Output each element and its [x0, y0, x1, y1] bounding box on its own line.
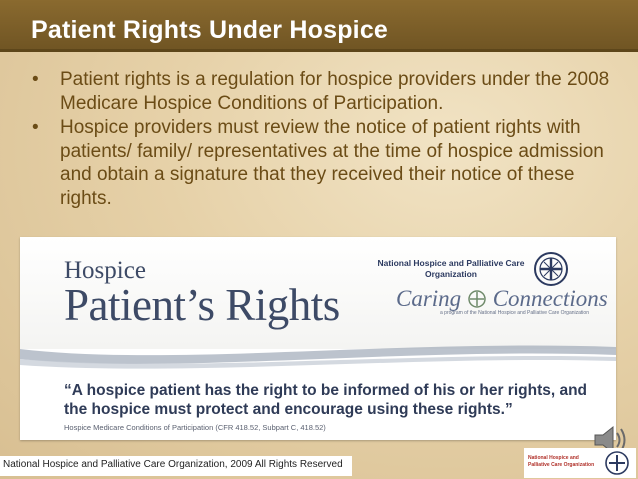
bullet-text: Patient rights is a regulation for hospice providers under the 2008 Medicare Hospice Conditions of Participation. — [60, 69, 610, 114]
nhpco-footer-logo — [524, 448, 636, 478]
bullet-item — [30, 116, 610, 210]
cc-subtitle: a program of the National Hospice and Palliative Care Organization — [440, 310, 589, 316]
bullet-dot: • — [32, 117, 39, 138]
rights-quote: “A hospice patient has the right to be informed of his or her rights, and the hospice must protect and encourage using these rights.” — [64, 382, 588, 418]
bullet-text: Hospice providers must review the notice of patient rights with patients/ family/ representatives at the time of hospice admission and obtain a signature that they received their notice of these rights. — [60, 117, 604, 209]
swoosh-graphic — [20, 337, 616, 377]
slide-title: Patient Rights Under Hospice — [31, 16, 389, 44]
patient-rights-image — [20, 237, 616, 440]
caring-connections-logo — [396, 286, 608, 312]
bullet-list — [30, 68, 610, 211]
nhpco-name: National Hospice and Palliative Care Organization — [377, 258, 525, 279]
title-bar — [0, 0, 638, 52]
footer-logo-text: National Hospice and Palliative Care Organization — [528, 455, 595, 468]
cc-right: Connections — [492, 286, 608, 311]
cc-emblem-icon — [467, 289, 487, 309]
footer-box — [0, 456, 352, 476]
bullet-item — [30, 68, 610, 115]
cc-left: Caring — [396, 286, 462, 311]
nhpco-footer-emblem-icon — [604, 450, 630, 476]
footer-copyright: National Hospice and Palliative Care Organization, 2009 All Rights Reserved — [3, 459, 343, 470]
bullet-dot: • — [32, 69, 39, 90]
heading-patients-rights: Patient’s Rights — [64, 280, 340, 330]
nhpco-emblem-icon — [533, 251, 569, 287]
quote-citation: Hospice Medicare Conditions of Participation (CFR 418.52, Subpart C, 418.52) — [64, 423, 326, 432]
heading-hospice: Hospice — [64, 257, 146, 284]
